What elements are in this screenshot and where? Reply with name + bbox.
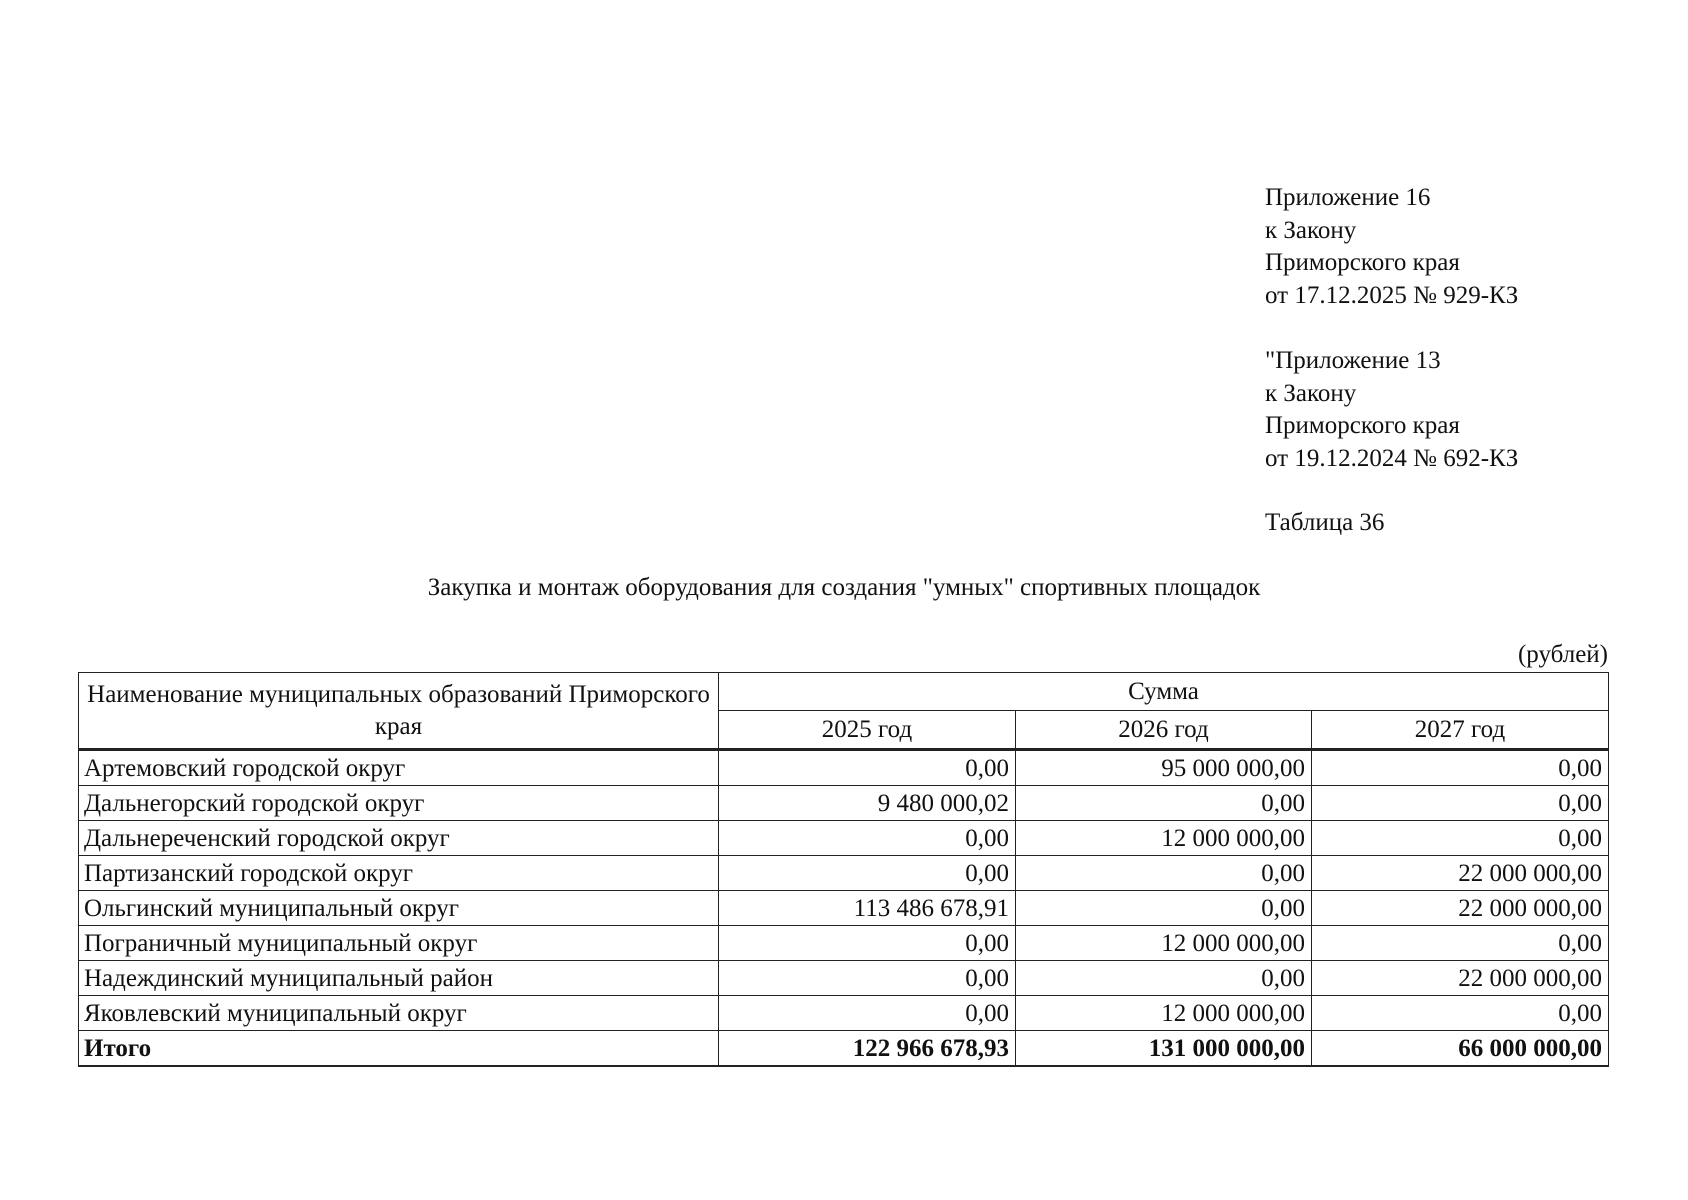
municipality-name: Ольгинский муниципальный округ xyxy=(79,891,719,926)
total-label: Итого xyxy=(79,1031,719,1067)
amount-2025: 0,00 xyxy=(719,750,1016,786)
amount-2027: 0,00 xyxy=(1312,996,1609,1031)
amount-2026: 0,00 xyxy=(1016,891,1312,926)
amount-2025: 0,00 xyxy=(719,961,1016,996)
appendix-reference xyxy=(1265,182,1518,312)
amended-appendix-line: Приморского края xyxy=(1265,412,1460,439)
amended-appendix-line: к Закону xyxy=(1265,379,1357,407)
amount-2025: 9 480 000,02 xyxy=(719,786,1016,821)
amount-2025: 113 486 678,91 xyxy=(719,891,1016,926)
municipality-name: Яковлевский муниципальный округ xyxy=(79,996,719,1031)
municipality-name: Артемовский городской округ xyxy=(79,750,719,786)
amount-2027: 0,00 xyxy=(1312,786,1609,821)
amended-appendix-line: "Приложение 13 xyxy=(1265,347,1441,374)
table-row xyxy=(79,821,1609,856)
amount-2026: 12 000 000,00 xyxy=(1016,821,1312,856)
column-header-2026: 2026 год xyxy=(1016,711,1312,750)
municipality-name: Пограничный муниципальный округ xyxy=(79,926,719,961)
appendix-line: Приложение 16 xyxy=(1265,184,1431,211)
table-row xyxy=(79,996,1609,1031)
total-amount-2027: 66 000 000,00 xyxy=(1312,1031,1609,1067)
amended-appendix-reference xyxy=(1265,345,1518,475)
column-header-2027: 2027 год xyxy=(1312,711,1609,750)
amount-2026: 12 000 000,00 xyxy=(1016,926,1312,961)
table-header xyxy=(79,673,1609,750)
amount-2026: 0,00 xyxy=(1016,786,1312,821)
table-body xyxy=(79,750,1609,1067)
amount-2026: 0,00 xyxy=(1016,856,1312,891)
municipality-name: Дальнереченский городской округ xyxy=(79,821,719,856)
amount-2025: 0,00 xyxy=(719,926,1016,961)
table-row xyxy=(79,961,1609,996)
table-row xyxy=(79,926,1609,961)
table-number: Таблица 36 xyxy=(1265,509,1385,536)
amount-2026: 12 000 000,00 xyxy=(1016,996,1312,1031)
municipality-name: Партизанский городской округ xyxy=(79,856,719,891)
total-amount-2025: 122 966 678,93 xyxy=(719,1031,1016,1067)
column-header-2025: 2025 год xyxy=(719,711,1016,750)
amount-2027: 0,00 xyxy=(1312,926,1609,961)
table-row xyxy=(79,891,1609,926)
amount-2027: 0,00 xyxy=(1312,750,1609,786)
appendix-line: от 17.12.2025 № 929-КЗ xyxy=(1265,281,1519,309)
appendix-line: к Закону xyxy=(1265,216,1357,244)
amount-2027: 22 000 000,00 xyxy=(1312,856,1609,891)
amount-2025: 0,00 xyxy=(719,821,1016,856)
amount-2025: 0,00 xyxy=(719,856,1016,891)
amount-2027: 0,00 xyxy=(1312,821,1609,856)
total-amount-2026: 131 000 000,00 xyxy=(1016,1031,1312,1067)
column-header-municipality: Наименование муниципальных образований Приморского края xyxy=(79,673,719,750)
document-title: Закупка и монтаж оборудования для создания "умных" спортивных площадок xyxy=(427,574,1261,601)
table-row xyxy=(79,856,1609,891)
amount-2026: 0,00 xyxy=(1016,961,1312,996)
amount-2026: 95 000 000,00 xyxy=(1016,750,1312,786)
units-label: (рублей) xyxy=(1517,641,1608,668)
amount-2025: 0,00 xyxy=(719,996,1016,1031)
amount-2027: 22 000 000,00 xyxy=(1312,891,1609,926)
municipality-name: Надеждинский муниципальный район xyxy=(79,961,719,996)
table-row xyxy=(79,750,1609,786)
total-row xyxy=(79,1031,1609,1067)
municipality-name: Дальнегорский городской округ xyxy=(79,786,719,821)
column-header-sum: Сумма xyxy=(719,673,1609,711)
table-row xyxy=(79,786,1609,821)
funding-table xyxy=(78,672,1609,1067)
amount-2027: 22 000 000,00 xyxy=(1312,961,1609,996)
appendix-line: Приморского края xyxy=(1265,249,1460,276)
amended-appendix-line: от 19.12.2024 № 692-КЗ xyxy=(1265,444,1519,472)
